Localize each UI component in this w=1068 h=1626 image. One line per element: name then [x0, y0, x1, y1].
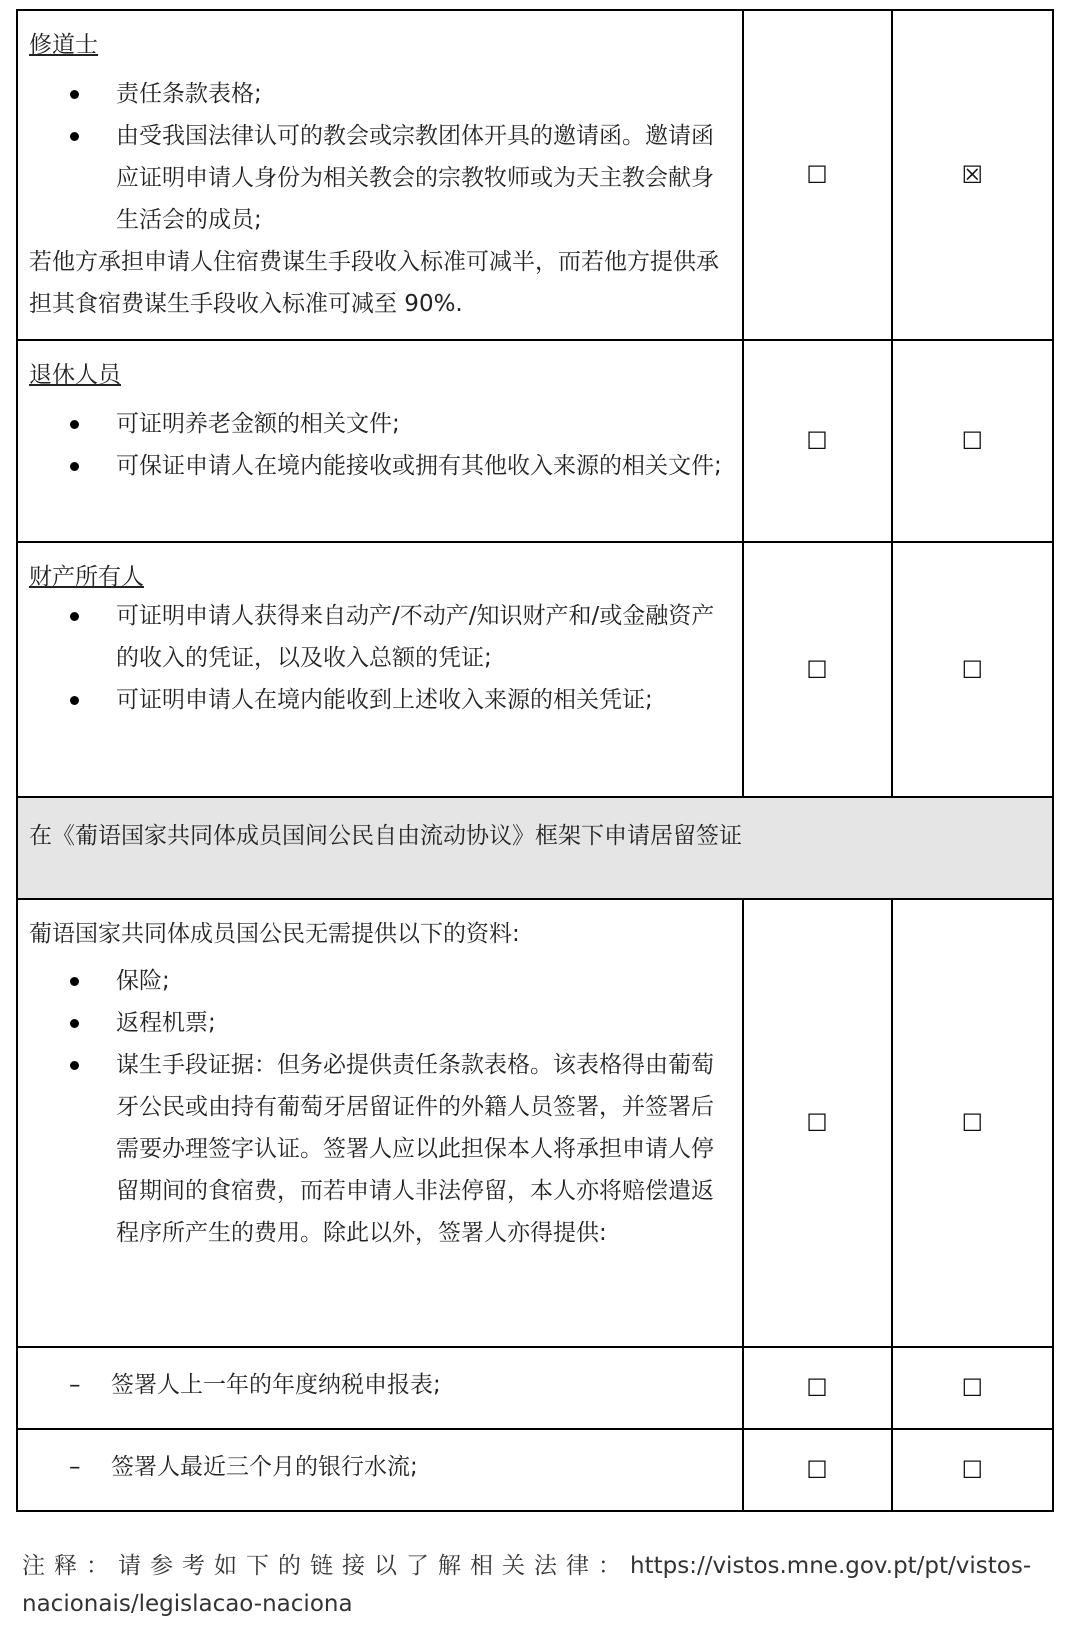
checkbox[interactable]: ☐ [806, 1374, 828, 1402]
table-row [17, 542, 1053, 797]
requirement-cell [17, 899, 743, 1347]
requirement-cell [17, 1347, 743, 1429]
checkbox[interactable]: ☐ [806, 655, 828, 684]
checkbox[interactable]: ☐ [961, 427, 984, 455]
dash-item-text: 签署人上一年的年度纳税申报表; [111, 1372, 441, 1398]
bullet-item: 返程机票; [29, 1002, 734, 1044]
checkbox-cell [743, 899, 892, 1347]
checkbox-cell [743, 542, 892, 797]
section-header-cell [17, 797, 1053, 899]
footnote [22, 1547, 1052, 1623]
checkbox[interactable]: ☐ [806, 427, 828, 455]
checkbox-cell [743, 1347, 892, 1429]
bullet-item: 可证明养老金额的相关文件; [29, 403, 734, 445]
bullet-item: 责任条款表格; [29, 73, 734, 115]
checkbox[interactable]: ☐ [961, 1374, 984, 1402]
requirements-table [16, 9, 1054, 1512]
checkbox-cell [743, 340, 892, 542]
checkbox-cell [892, 340, 1053, 542]
requirement-cell [17, 1429, 743, 1511]
checkbox[interactable]: ☐ [961, 1109, 984, 1137]
bullet-item: 谋生手段证据：但务必提供责任条款表格。该表格得由葡萄牙公民或由持有葡萄牙居留证件的外籍人员签署，并签署后需要办理签字认证。签署人应以此担保本人将承担申请人停留期间的食宿费，而若申请人非法停留，本人亦将赔偿遣返程序所产生的费用。除此以外，签署人亦得提供: [29, 1044, 734, 1254]
bullet-list [29, 403, 734, 487]
table-row [17, 10, 1053, 340]
bullet-item: 可保证申请人在境内能接收或拥有其他收入来源的相关文件; [29, 445, 734, 487]
intro-text: 葡语国家共同体成员国公民无需提供以下的资料: [29, 921, 520, 947]
category-heading: 财产所有人 [29, 564, 144, 590]
table-row [17, 1347, 1053, 1429]
section-title: 在《葡语国家共同体成员国间公民自由流动协议》框架下申请居留签证 [29, 823, 742, 849]
bullet-list [29, 73, 734, 241]
table-row [17, 340, 1053, 542]
checkbox-cell [892, 1429, 1053, 1511]
category-heading: 退休人员 [29, 362, 121, 388]
bullet-item: 由受我国法律认可的教会或宗教团体开具的邀请函。邀请函应证明申请人身份为相关教会的宗教牧师或为天主教会献身生活会的成员; [29, 115, 734, 241]
requirement-cell [17, 340, 743, 542]
bullet-item: 可证明申请人获得来自动产/不动产/知识财产和/或金融资产的收入的凭证，以及收入总额的凭证; [29, 595, 734, 679]
requirement-cell [17, 10, 743, 340]
checkbox[interactable]: ☐ [806, 1109, 828, 1137]
checkbox-cell [743, 1429, 892, 1511]
checkbox[interactable]: ☐ [806, 161, 828, 189]
checkbox[interactable]: ☐ [806, 1456, 828, 1484]
note-text: 若他方承担申请人住宿费谋生手段收入标准可减半，而若他方提供承担其食宿费谋生手段收入标准可减至 90%. [29, 249, 719, 317]
bullet-list [29, 595, 734, 721]
dash-marker: – [69, 1372, 81, 1398]
bullet-list [29, 960, 734, 1254]
checkbox-cell [892, 899, 1053, 1347]
footnote-label: 注释：请参考如下的链接以了解相关法律： [22, 1553, 630, 1579]
requirement-cell [17, 542, 743, 797]
dash-marker: – [69, 1454, 81, 1480]
checkbox[interactable]: ☒ [961, 161, 984, 189]
checkbox-cell [892, 10, 1053, 340]
category-heading: 修道士 [29, 32, 98, 58]
dash-item-text: 签署人最近三个月的银行水流; [111, 1454, 418, 1480]
table-row [17, 899, 1053, 1347]
bullet-item: 可证明申请人在境内能收到上述收入来源的相关凭证; [29, 679, 734, 721]
table-row [17, 1429, 1053, 1511]
checkbox-cell [892, 542, 1053, 797]
checkbox[interactable]: ☐ [961, 655, 984, 684]
footnote-link[interactable]: https://vistos.mne.gov.pt/pt/vistos-nacionais/legislacao-naciona [22, 1553, 1032, 1617]
checkbox-cell [743, 10, 892, 340]
checkbox[interactable]: ☐ [961, 1456, 984, 1484]
checkbox-cell [892, 1347, 1053, 1429]
section-row [17, 797, 1053, 899]
bullet-item: 保险; [29, 960, 734, 1002]
